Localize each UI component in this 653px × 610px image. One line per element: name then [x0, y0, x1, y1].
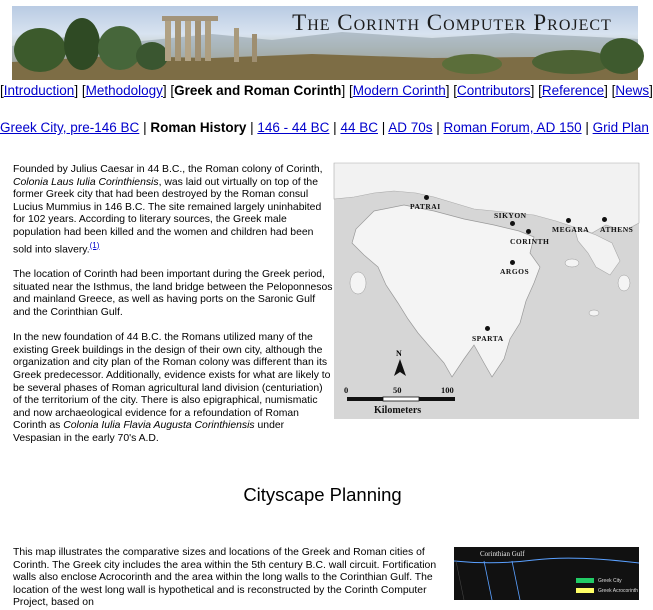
- peloponnese-map: [334, 163, 639, 419]
- site-banner: [12, 6, 638, 80]
- footnote-link[interactable]: (1): [89, 240, 100, 250]
- subnav-roman-forum[interactable]: Roman Forum, AD 150: [443, 120, 582, 135]
- intro-paragraph-1: Founded by Julius Caesar in 44 B.C., the Roman colony of Corinth, Colonia Laus Iulia Corinthiensis, was laid out virtually on top of the former Greek city that had been destroyed by the Roman consul Lucius Mummius in 146 B.C. The site remained largely uninhabited for 102 years. According to literary sources, the Greek male population had been killed and the women and children had been sold into slavery.$^{(1)}$: [13, 164, 323, 256]
- city-label-athens: ATHENS: [600, 225, 634, 234]
- nav-contributors[interactable]: Contributors: [457, 83, 531, 98]
- intro-text: [13, 164, 333, 458]
- subnav-ad-70s[interactable]: AD 70s: [388, 120, 433, 135]
- subnav-roman-history-current: Roman History: [150, 120, 247, 135]
- scale-tick-0: 0: [344, 385, 349, 395]
- nav-news[interactable]: News: [615, 83, 650, 98]
- nav-methodology[interactable]: Methodology: [85, 83, 163, 98]
- city-label-sparta: SPARTA: [472, 334, 504, 343]
- city-label-megara: MEGARA: [552, 225, 590, 234]
- legend-swatch-greek-city: [576, 578, 594, 583]
- sikyon-marker: [510, 221, 515, 226]
- map-landmass: [334, 163, 639, 419]
- patrai-marker: [424, 195, 429, 200]
- subnav-146-44-bc[interactable]: 146 - 44 BC: [257, 120, 330, 135]
- subnav-grid-plan[interactable]: Grid Plan: [592, 120, 649, 135]
- colony-name: Colonia Laus Iulia Corinthiensis: [13, 176, 159, 188]
- section-title: Cityscape Planning: [243, 484, 402, 505]
- scale-tick-100: 100: [441, 385, 454, 395]
- secondary-nav: Greek City, pre-146 BC | Roman History | 146 - 44 BC | 44 BC | AD 70s | Roman Forum, AD 150 | Grid Plan: [0, 120, 649, 135]
- primary-nav: [Introduction] [Methodology] [Greek and Roman Corinth] [Modern Corinth] [Contributors] [Reference] [News]: [0, 83, 653, 98]
- scale-tick-50: 50: [393, 385, 402, 395]
- athens-marker: [602, 217, 607, 222]
- nav-reference[interactable]: Reference: [541, 83, 605, 98]
- north-arrow-label: N: [396, 349, 402, 358]
- refounded-colony-name: Colonia Iulia Flavia Augusta Corinthiensis: [63, 420, 255, 432]
- legend-label-greek-city: Greek City: [598, 578, 622, 584]
- banner-title: The Corinth Computer Project: [292, 10, 612, 35]
- cityscape-map-thumbnail[interactable]: [454, 547, 639, 600]
- corinth-marker: [526, 229, 531, 234]
- intro-paragraph-2: The location of Corinth had been important during the Greek period, situated near the Isthmus, the land bridge between the Peloponnesos and mainland Greece, as well as having ports on the Saronic Gulf and the Corinthian Gulf.: [13, 269, 333, 318]
- legend-label-acrocorinth: Greek Acrocorinth: [598, 588, 639, 594]
- subnav-44-bc[interactable]: 44 BC: [340, 120, 378, 135]
- megara-marker: [566, 218, 571, 223]
- subnav-greek-city[interactable]: Greek City, pre-146 BC: [0, 120, 140, 135]
- legend-swatch-acrocorinth: [576, 588, 594, 593]
- nav-greek-roman-corinth-current: Greek and Roman Corinth: [174, 83, 342, 98]
- cityscape-description: This map illustrates the comparative sizes and locations of the Greek and Roman cities of Corinth. The Greek city includes the area within the 5th century B.C. wall circuit. Fortification walls also enclose Acrocorinth and the area within the long walls to the Corinthian Gulf. The location of the west long wall is hypothetical and is reconstructed by the Corinth Computer Project, based on: [13, 547, 437, 609]
- city-label-argos: ARGOS: [500, 267, 530, 276]
- city-label-corinth: CORINTH: [510, 237, 550, 246]
- argos-marker: [510, 260, 515, 265]
- nav-introduction[interactable]: Introduction: [3, 83, 75, 98]
- city-label-patrai: PATRAI: [410, 202, 441, 211]
- small-map-title: Corinthian Gulf: [480, 550, 525, 558]
- nav-modern-corinth[interactable]: Modern Corinth: [352, 83, 446, 98]
- scale-unit-label: Kilometers: [374, 405, 422, 416]
- sparta-marker: [485, 326, 490, 331]
- intro-paragraph-3: In the new foundation of 44 B.C. the Romans utilized many of the existing Greek buildings in the design of their own city, although the organization and city plan of the Roman colony was different than its Greek predecessor. Additionally, evidence exists for what are likely to be several phases of Roman agricultural land division (centuriation) of the territorium of the city. There is also epigraphical, numismatic and now archaeological evidence for a refoundation of Roman Corinth as Colonia Iulia Flavia Augusta Corinthiensis under Vespasian in the early 70's A.D.: [13, 332, 331, 444]
- city-label-sikyon: SIKYON: [494, 211, 527, 220]
